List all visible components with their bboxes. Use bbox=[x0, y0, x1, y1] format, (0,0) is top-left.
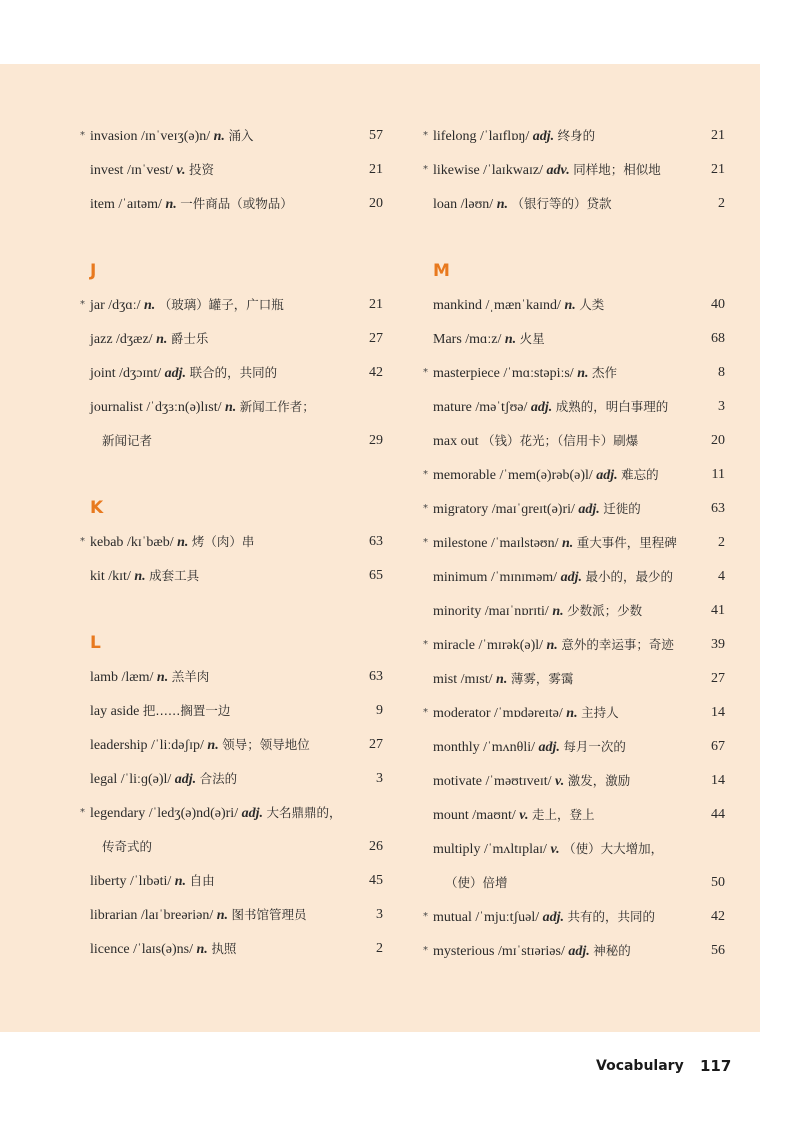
vocab-entry bbox=[90, 390, 383, 424]
entry-word: invasion bbox=[90, 129, 138, 144]
entry-word: monthly bbox=[433, 740, 480, 755]
vocab-entry bbox=[433, 798, 725, 832]
entry-part-of-speech: n. bbox=[546, 638, 558, 653]
entry-page-number: 20 bbox=[369, 196, 383, 211]
entry-word: Mars bbox=[433, 332, 462, 347]
vocab-entry bbox=[433, 594, 725, 628]
entry-part-of-speech: n. bbox=[156, 670, 169, 685]
entry-definition: （玻璃）罐子，广口瓶 bbox=[158, 297, 284, 312]
entry-definition: 难忘的 bbox=[621, 467, 659, 482]
entry-part-of-speech: v. bbox=[519, 808, 529, 823]
vocab-entry bbox=[423, 356, 725, 390]
entry-word: item bbox=[90, 197, 115, 212]
entry-word: moderator bbox=[433, 706, 491, 721]
entry-pronunciation: /laɪˈbreəriən/ bbox=[140, 908, 214, 923]
star-icon: * bbox=[423, 164, 428, 175]
entry-word: liberty bbox=[90, 874, 127, 889]
entry-part-of-speech: adj. bbox=[596, 468, 618, 483]
entry-definition: 爵士乐 bbox=[170, 331, 209, 346]
section-letter-k: K bbox=[90, 498, 104, 518]
entry-part-of-speech: n. bbox=[174, 874, 187, 889]
vocab-entry bbox=[90, 864, 383, 898]
entry-part-of-speech: n. bbox=[134, 569, 146, 584]
entry-definition: 一件商品（或物品） bbox=[180, 196, 293, 211]
vocab-entry bbox=[433, 322, 725, 356]
vocab-entry bbox=[90, 694, 383, 728]
star-icon: * bbox=[423, 130, 428, 141]
entry-part-of-speech: v. bbox=[555, 774, 565, 789]
entry-pronunciation: /ˈmem(ə)rəb(ə)l/ bbox=[499, 468, 593, 483]
entry-part-of-speech: adj. bbox=[542, 910, 565, 925]
entry-page-number: 29 bbox=[369, 433, 383, 448]
entry-part-of-speech: v. bbox=[550, 842, 560, 857]
vocab-entry bbox=[433, 288, 725, 322]
entry-word: masterpiece bbox=[433, 366, 500, 381]
entry-definition: 火星 bbox=[519, 331, 545, 346]
star-icon: * bbox=[423, 911, 428, 922]
entry-part-of-speech: n. bbox=[577, 366, 589, 381]
vocab-entry bbox=[433, 832, 725, 866]
entry-definition: （钱）花光；（信用卡）刷爆 bbox=[482, 433, 639, 448]
entry-definition: 走上，登上 bbox=[531, 807, 595, 822]
entry-pronunciation: /ˈmɪrək(ə)l/ bbox=[478, 638, 544, 653]
entry-definition: 重大事件，里程碑 bbox=[576, 535, 677, 550]
entry-page-number: 20 bbox=[711, 433, 725, 448]
entry-definition: 成套工具 bbox=[149, 568, 200, 583]
entry-page-number: 45 bbox=[369, 873, 383, 888]
entry-page-number: 27 bbox=[711, 671, 725, 686]
entry-pronunciation: /mɪst/ bbox=[460, 672, 493, 687]
entry-part-of-speech: n. bbox=[177, 535, 189, 550]
vocab-entry bbox=[90, 322, 383, 356]
vocab-entry bbox=[423, 934, 725, 968]
entry-pronunciation: /ˈdʒɜːn(ə)lɪst/ bbox=[146, 400, 222, 415]
entry-page-number: 39 bbox=[711, 637, 725, 652]
entry-definition: 人类 bbox=[579, 297, 605, 312]
entry-page-number: 8 bbox=[718, 365, 725, 380]
entry-part-of-speech: n. bbox=[496, 197, 508, 212]
vocab-entry bbox=[433, 424, 725, 458]
vocab-entry bbox=[423, 119, 725, 153]
entry-definition: 联合的，共同的 bbox=[189, 365, 278, 380]
section-letter-l: L bbox=[90, 633, 101, 653]
entry-pronunciation: /ˈlɪbəti/ bbox=[130, 874, 172, 889]
entry-page-number: 2 bbox=[718, 535, 725, 550]
vocab-entry bbox=[90, 153, 383, 187]
entry-word: jar bbox=[90, 298, 105, 313]
vocab-entry bbox=[423, 526, 725, 560]
footer-page-number: 117 bbox=[700, 1057, 732, 1075]
star-icon: * bbox=[423, 469, 428, 480]
entry-definition: （使）倍增 bbox=[445, 875, 508, 890]
entry-part-of-speech: adj. bbox=[530, 400, 553, 415]
entry-definition: 合法的 bbox=[199, 771, 238, 786]
entry-page-number: 50 bbox=[711, 875, 725, 890]
entry-definition: 传奇式的 bbox=[102, 839, 153, 854]
vocab-entry bbox=[433, 764, 725, 798]
footer-section-label: Vocabulary bbox=[596, 1058, 684, 1074]
entry-page-number: 21 bbox=[711, 162, 725, 177]
entry-definition: 少数派；少数 bbox=[567, 603, 643, 618]
entry-page-number: 27 bbox=[369, 331, 383, 346]
entry-part-of-speech: n. bbox=[566, 706, 578, 721]
entry-continuation bbox=[90, 830, 383, 864]
entry-word: max out bbox=[433, 434, 479, 449]
entry-part-of-speech: n. bbox=[504, 332, 517, 347]
entry-definition: 领导；领导地位 bbox=[222, 737, 310, 752]
section-letter-m: M bbox=[433, 261, 450, 281]
entry-part-of-speech: n. bbox=[562, 536, 574, 551]
vocab-entry bbox=[433, 390, 725, 424]
entry-word: invest bbox=[90, 163, 124, 178]
vocab-entry bbox=[90, 356, 383, 390]
vocab-entry bbox=[80, 796, 383, 830]
vocab-entry bbox=[423, 458, 725, 492]
entry-part-of-speech: n. bbox=[213, 129, 225, 144]
entry-definition: 激发，激励 bbox=[567, 773, 631, 788]
entry-part-of-speech: n. bbox=[143, 298, 156, 313]
entry-page-number: 40 bbox=[711, 297, 725, 312]
entry-definition: 主持人 bbox=[581, 705, 619, 720]
entry-page-number: 2 bbox=[376, 941, 383, 956]
entry-pronunciation: /ˈliːdəʃɪp/ bbox=[151, 738, 204, 753]
vocab-entry bbox=[433, 730, 725, 764]
entry-pronunciation: /maʊnt/ bbox=[472, 808, 516, 823]
entry-word: mount bbox=[433, 808, 469, 823]
entry-continuation bbox=[433, 866, 725, 900]
vocab-entry bbox=[423, 628, 725, 662]
entry-word: memorable bbox=[433, 468, 496, 483]
entry-definition: 羔羊肉 bbox=[171, 669, 210, 684]
entry-page-number: 42 bbox=[711, 909, 725, 924]
entry-pronunciation: /ɪnˈvest/ bbox=[126, 163, 173, 178]
vocab-entry bbox=[90, 660, 383, 694]
entry-word: kebab bbox=[90, 535, 124, 550]
entry-page-number: 3 bbox=[376, 771, 383, 786]
entry-part-of-speech: adj. bbox=[164, 366, 187, 381]
entry-definition: 终身的 bbox=[557, 128, 596, 143]
entry-part-of-speech: adj. bbox=[578, 502, 600, 517]
vocab-entry bbox=[90, 932, 383, 966]
entry-definition: 涌入 bbox=[228, 128, 254, 143]
entry-part-of-speech: adj. bbox=[174, 772, 197, 787]
entry-page-number: 14 bbox=[711, 705, 725, 720]
entry-page-number: 41 bbox=[711, 603, 725, 618]
entry-part-of-speech: n. bbox=[196, 942, 208, 957]
entry-pronunciation: /ɪnˈveɪʒ(ə)n/ bbox=[140, 129, 211, 144]
entry-word: mature bbox=[433, 400, 472, 415]
entry-definition: 迁徙的 bbox=[603, 501, 641, 516]
entry-pronunciation: /mɑːz/ bbox=[465, 332, 502, 347]
entry-part-of-speech: n. bbox=[156, 332, 168, 347]
entry-word: miracle bbox=[433, 638, 475, 653]
entry-page-number: 14 bbox=[711, 773, 725, 788]
entry-word: multiply bbox=[433, 842, 481, 857]
entry-pronunciation: /ˈledʒ(ə)nd(ə)ri/ bbox=[148, 806, 239, 821]
entry-word: minimum bbox=[433, 570, 488, 585]
star-icon: * bbox=[80, 536, 85, 547]
entry-definition: 成熟的，明白事理的 bbox=[555, 399, 669, 414]
entry-definition: 烤（肉）串 bbox=[191, 534, 255, 549]
entry-continuation bbox=[90, 424, 383, 458]
entry-page-number: 3 bbox=[376, 907, 383, 922]
entry-definition: 新闻记者 bbox=[102, 433, 153, 448]
entry-word: minority bbox=[433, 604, 482, 619]
entry-definition: 执照 bbox=[211, 941, 237, 956]
entry-definition: 新闻工作者； bbox=[239, 399, 315, 414]
star-icon: * bbox=[80, 130, 85, 141]
entry-pronunciation: /ˈaɪtəm/ bbox=[118, 197, 162, 212]
vocab-entry bbox=[433, 187, 725, 221]
star-icon: * bbox=[423, 945, 428, 956]
entry-page-number: 27 bbox=[369, 737, 383, 752]
entry-word: motivate bbox=[433, 774, 482, 789]
entry-definition: 共有的，共同的 bbox=[567, 909, 656, 924]
entry-pronunciation: /ˈmɪnɪməm/ bbox=[490, 570, 558, 585]
vocab-entry bbox=[90, 187, 383, 221]
entry-part-of-speech: adj. bbox=[241, 806, 263, 821]
entry-part-of-speech: n. bbox=[552, 604, 564, 619]
entry-page-number: 3 bbox=[718, 399, 725, 414]
entry-pronunciation: /ˈməʊtɪveɪt/ bbox=[485, 774, 552, 789]
entry-part-of-speech: v. bbox=[176, 163, 186, 178]
entry-pronunciation: /ˈliːɡ(ə)l/ bbox=[120, 772, 172, 787]
entry-pronunciation: /məˈtʃʊə/ bbox=[475, 400, 528, 415]
entry-word: journalist bbox=[90, 400, 143, 415]
entry-page-number: 65 bbox=[369, 568, 383, 583]
entry-page-number: 42 bbox=[369, 365, 383, 380]
entry-part-of-speech: adj. bbox=[568, 944, 590, 959]
entry-word: joint bbox=[90, 366, 116, 381]
entry-pronunciation: /dʒɔɪnt/ bbox=[119, 366, 162, 381]
entry-word: mist bbox=[433, 672, 458, 687]
vocab-entry bbox=[90, 762, 383, 796]
entry-page-number: 2 bbox=[718, 196, 725, 211]
entry-word: lay aside bbox=[90, 704, 140, 719]
entry-pronunciation: /ˈmɑːstəpiːs/ bbox=[503, 366, 574, 381]
star-icon: * bbox=[423, 639, 428, 650]
entry-pronunciation: /kɪˈbæb/ bbox=[126, 535, 174, 550]
entry-page-number: 67 bbox=[711, 739, 725, 754]
entry-pronunciation: /maɪˈnɒrɪti/ bbox=[484, 604, 549, 619]
entry-page-number: 9 bbox=[376, 703, 383, 718]
entry-definition: 把……搁置一边 bbox=[142, 703, 231, 718]
vocab-entry bbox=[90, 728, 383, 762]
entry-pronunciation: /ˈmʌnθli/ bbox=[483, 740, 535, 755]
entry-pronunciation: /ˌmænˈkaɪnd/ bbox=[485, 298, 561, 313]
entry-part-of-speech: n. bbox=[207, 738, 219, 753]
star-icon: * bbox=[80, 299, 85, 310]
entry-page-number: 57 bbox=[369, 128, 383, 143]
entry-pronunciation: /ˈmʌltɪplaɪ/ bbox=[483, 842, 547, 857]
entry-word: legal bbox=[90, 772, 118, 787]
vocab-entry bbox=[423, 696, 725, 730]
entry-definition: 大名鼎鼎的， bbox=[266, 805, 342, 820]
star-icon: * bbox=[80, 807, 85, 818]
entry-part-of-speech: adv. bbox=[546, 163, 570, 178]
entry-pronunciation: /ˈlaɪs(ə)ns/ bbox=[133, 942, 194, 957]
star-icon: * bbox=[423, 503, 428, 514]
entry-page-number: 44 bbox=[711, 807, 725, 822]
entry-part-of-speech: n. bbox=[224, 400, 237, 415]
entry-definition: 意外的幸运事；奇迹 bbox=[561, 637, 674, 652]
entry-pronunciation: /ləʊn/ bbox=[460, 197, 494, 212]
entry-part-of-speech: adj. bbox=[538, 740, 560, 755]
entry-definition: 同样地；相似地 bbox=[573, 162, 661, 177]
entry-word: librarian bbox=[90, 908, 138, 923]
entry-word: licence bbox=[90, 942, 130, 957]
entry-page-number: 4 bbox=[718, 569, 725, 584]
entry-definition: （银行等的）贷款 bbox=[511, 196, 612, 211]
entry-page-number: 21 bbox=[369, 297, 383, 312]
vocab-entry bbox=[433, 662, 725, 696]
entry-page-number: 68 bbox=[711, 331, 725, 346]
vocab-entry bbox=[90, 898, 383, 932]
entry-part-of-speech: adj. bbox=[532, 129, 555, 144]
entry-definition: （使）大大增加， bbox=[563, 841, 664, 856]
vocab-entry bbox=[80, 525, 383, 559]
entry-definition: 薄雾，雾霭 bbox=[510, 671, 574, 686]
entry-word: legendary bbox=[90, 806, 146, 821]
entry-word: migratory bbox=[433, 502, 489, 517]
entry-page-number: 11 bbox=[711, 467, 725, 482]
entry-word: milestone bbox=[433, 536, 488, 551]
entry-pronunciation: /ˈmɒdəreɪtə/ bbox=[494, 706, 563, 721]
entry-page-number: 26 bbox=[369, 839, 383, 854]
entry-page-number: 63 bbox=[369, 669, 383, 684]
entry-word: mysterious bbox=[433, 944, 495, 959]
star-icon: * bbox=[423, 707, 428, 718]
entry-page-number: 56 bbox=[711, 943, 725, 958]
entry-definition: 自由 bbox=[189, 873, 215, 888]
entry-page-number: 63 bbox=[369, 534, 383, 549]
entry-part-of-speech: n. bbox=[165, 197, 177, 212]
entry-part-of-speech: n. bbox=[216, 908, 229, 923]
entry-page-number: 21 bbox=[711, 128, 725, 143]
vocab-entry bbox=[423, 492, 725, 526]
entry-word: mankind bbox=[433, 298, 482, 313]
star-icon: * bbox=[423, 537, 428, 548]
entry-part-of-speech: n. bbox=[564, 298, 576, 313]
entry-pronunciation: /dʒæz/ bbox=[116, 332, 153, 347]
entry-definition: 投资 bbox=[189, 162, 215, 177]
entry-pronunciation: /mɪˈstɪəriəs/ bbox=[497, 944, 565, 959]
entry-definition: 神秘的 bbox=[593, 943, 631, 958]
entry-pronunciation: /læm/ bbox=[121, 670, 154, 685]
entry-page-number: 63 bbox=[711, 501, 725, 516]
vocab-entry bbox=[423, 900, 725, 934]
entry-word: kit bbox=[90, 569, 105, 584]
entry-definition: 杰作 bbox=[591, 365, 617, 380]
entry-word: mutual bbox=[433, 910, 472, 925]
vocab-entry bbox=[423, 153, 725, 187]
entry-pronunciation: /ˈlaɪflɒŋ/ bbox=[480, 129, 530, 144]
entry-part-of-speech: adj. bbox=[560, 570, 582, 585]
entry-page-number: 21 bbox=[369, 162, 383, 177]
entry-word: lifelong bbox=[433, 129, 477, 144]
vocab-entry bbox=[90, 559, 383, 593]
entry-pronunciation: /ˈmjuːtʃuəl/ bbox=[475, 910, 540, 925]
entry-pronunciation: /kɪt/ bbox=[108, 569, 131, 584]
entry-definition: 每月一次的 bbox=[563, 739, 626, 754]
entry-definition: 最小的，最少的 bbox=[585, 569, 673, 584]
vocabulary-panel bbox=[0, 64, 760, 1032]
entry-word: jazz bbox=[90, 332, 113, 347]
entry-pronunciation: /maɪˈɡreɪt(ə)ri/ bbox=[491, 502, 575, 517]
vocab-entry bbox=[80, 288, 383, 322]
entry-word: loan bbox=[433, 197, 458, 212]
entry-definition: 图书馆管理员 bbox=[231, 907, 307, 922]
entry-word: leadership bbox=[90, 738, 148, 753]
vocab-entry bbox=[80, 119, 383, 153]
vocab-entry bbox=[433, 560, 725, 594]
entry-word: likewise bbox=[433, 163, 480, 178]
star-icon: * bbox=[423, 367, 428, 378]
entry-pronunciation: /ˈmaɪlstəʊn/ bbox=[490, 536, 559, 551]
entry-pronunciation: /ˈlaɪkwaɪz/ bbox=[483, 163, 544, 178]
entry-part-of-speech: n. bbox=[496, 672, 508, 687]
entry-word: lamb bbox=[90, 670, 118, 685]
entry-pronunciation: /dʒɑː/ bbox=[108, 298, 141, 313]
section-letter-j: J bbox=[90, 261, 97, 281]
